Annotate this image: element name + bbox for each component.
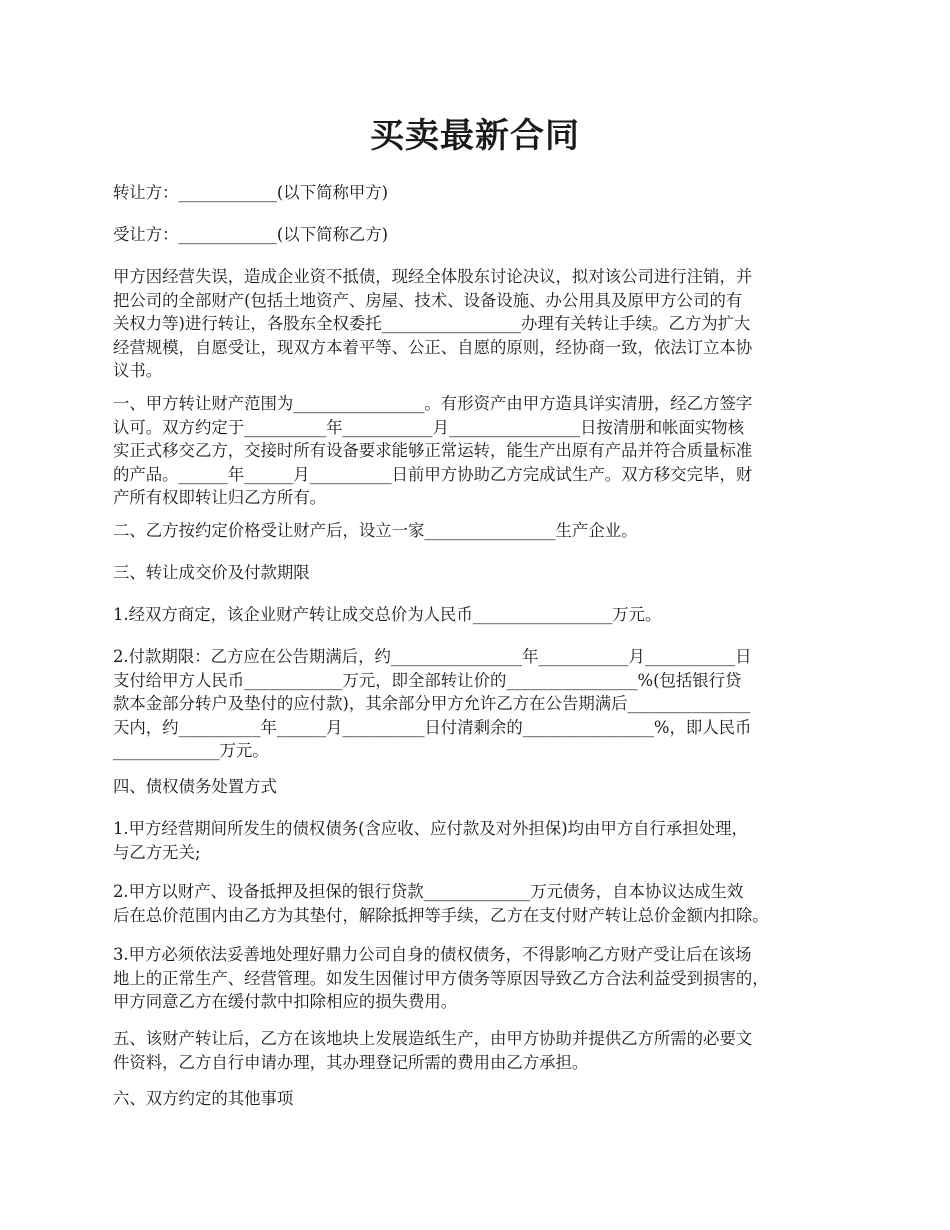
transferor-line: 转让方：____________(以下简称甲方) (113, 183, 389, 202)
clause-3-item-1: 1.经双方商定，该企业财产转让成交总价为人民币_________________万元。 (113, 605, 662, 624)
clause-2-paragraph: 二、乙方按约定价格受让财产后，设立一家________________生产企业。 (113, 521, 638, 540)
clause-5-paragraph: 五、该财产转让后，乙方在该地块上发展造纸生产，由甲方协助并提供乙方所需的必要文 件资料，乙方自行申请办理，其办理登记所需的费用由乙方承担。 (113, 1029, 753, 1072)
transferee-line: 受让方：____________(以下简称乙方) (113, 225, 389, 244)
page-title: 买卖最新合同 (370, 116, 580, 156)
clause-4-item-3: 3.甲方必须依法妥善地处理好鼎力公司自身的债权债务，不得影响乙方财产受让后在该场 地上的正常生产、经营管理。如发生因催讨甲方债务等原因导致乙方合法利益受到损害的， 甲方同意乙方在缓付款中扣除相应的损失费用。 (113, 945, 769, 1012)
clause-3-heading: 三、转让成交价及付款期限 (113, 563, 310, 582)
clause-6-heading: 六、双方约定的其他事项 (113, 1089, 294, 1108)
clause-1-paragraph: 一、甲方转让财产范围为________________。有形资产由甲方造具详实清册，经乙方签字 认可。双方约定于__________年___________月________________日按清册和帐面实物核 实正式移交乙方，交接时所有设备要求能够正常运转，能生产出原有产品并符合质量标准 的产品。______年______月__________日前甲方协助乙方完成试生产。双方移交完毕，财 产所有权即转让归乙方所有。 (113, 394, 753, 508)
clause-4-item-2: 2.甲方以财产、设备抵押及担保的银行贷款_____________万元债务，自本协议达成生效 后在总价范围内由乙方为其垫付，解除抵押等手续，乙方在支付财产转让总价金额内扣除。 (113, 882, 769, 925)
clause-3-item-2: 2.付款期限：乙方应在公告期满后，约________________年___________月___________日 支付给甲方人民币____________万元，即全部转让价的________________%(包括银行贷 款本金部分转户及垫付的应付款)，其余部分甲方允许乙方在公告期满后_______________ 天内，约__________年______月__________日付清剩余的________________%，即人民币 _____________万元。 (113, 647, 752, 761)
clause-4-heading: 四、债权债务处置方式 (113, 777, 277, 796)
preamble-paragraph: 甲方因经营失误，造成企业资不抵债，现经全体股东讨论决议，拟对该公司进行注销，并 把公司的全部财产(包括土地资产、房屋、技术、设备设施、办公用具及原甲方公司的有 关权力等)进行转让，各股东全权委托_________________办理有关转让手续。乙方为扩大 经营规模，自愿受让，现双方本着平等、公正、自愿的原则，经协商一致，依法订立本协 议书。 (113, 267, 753, 381)
clause-4-item-1: 1.甲方经营期间所发生的债权债务(含应收、应付款及对外担保)均由甲方自行承担处理， 与乙方无关; (113, 819, 748, 862)
